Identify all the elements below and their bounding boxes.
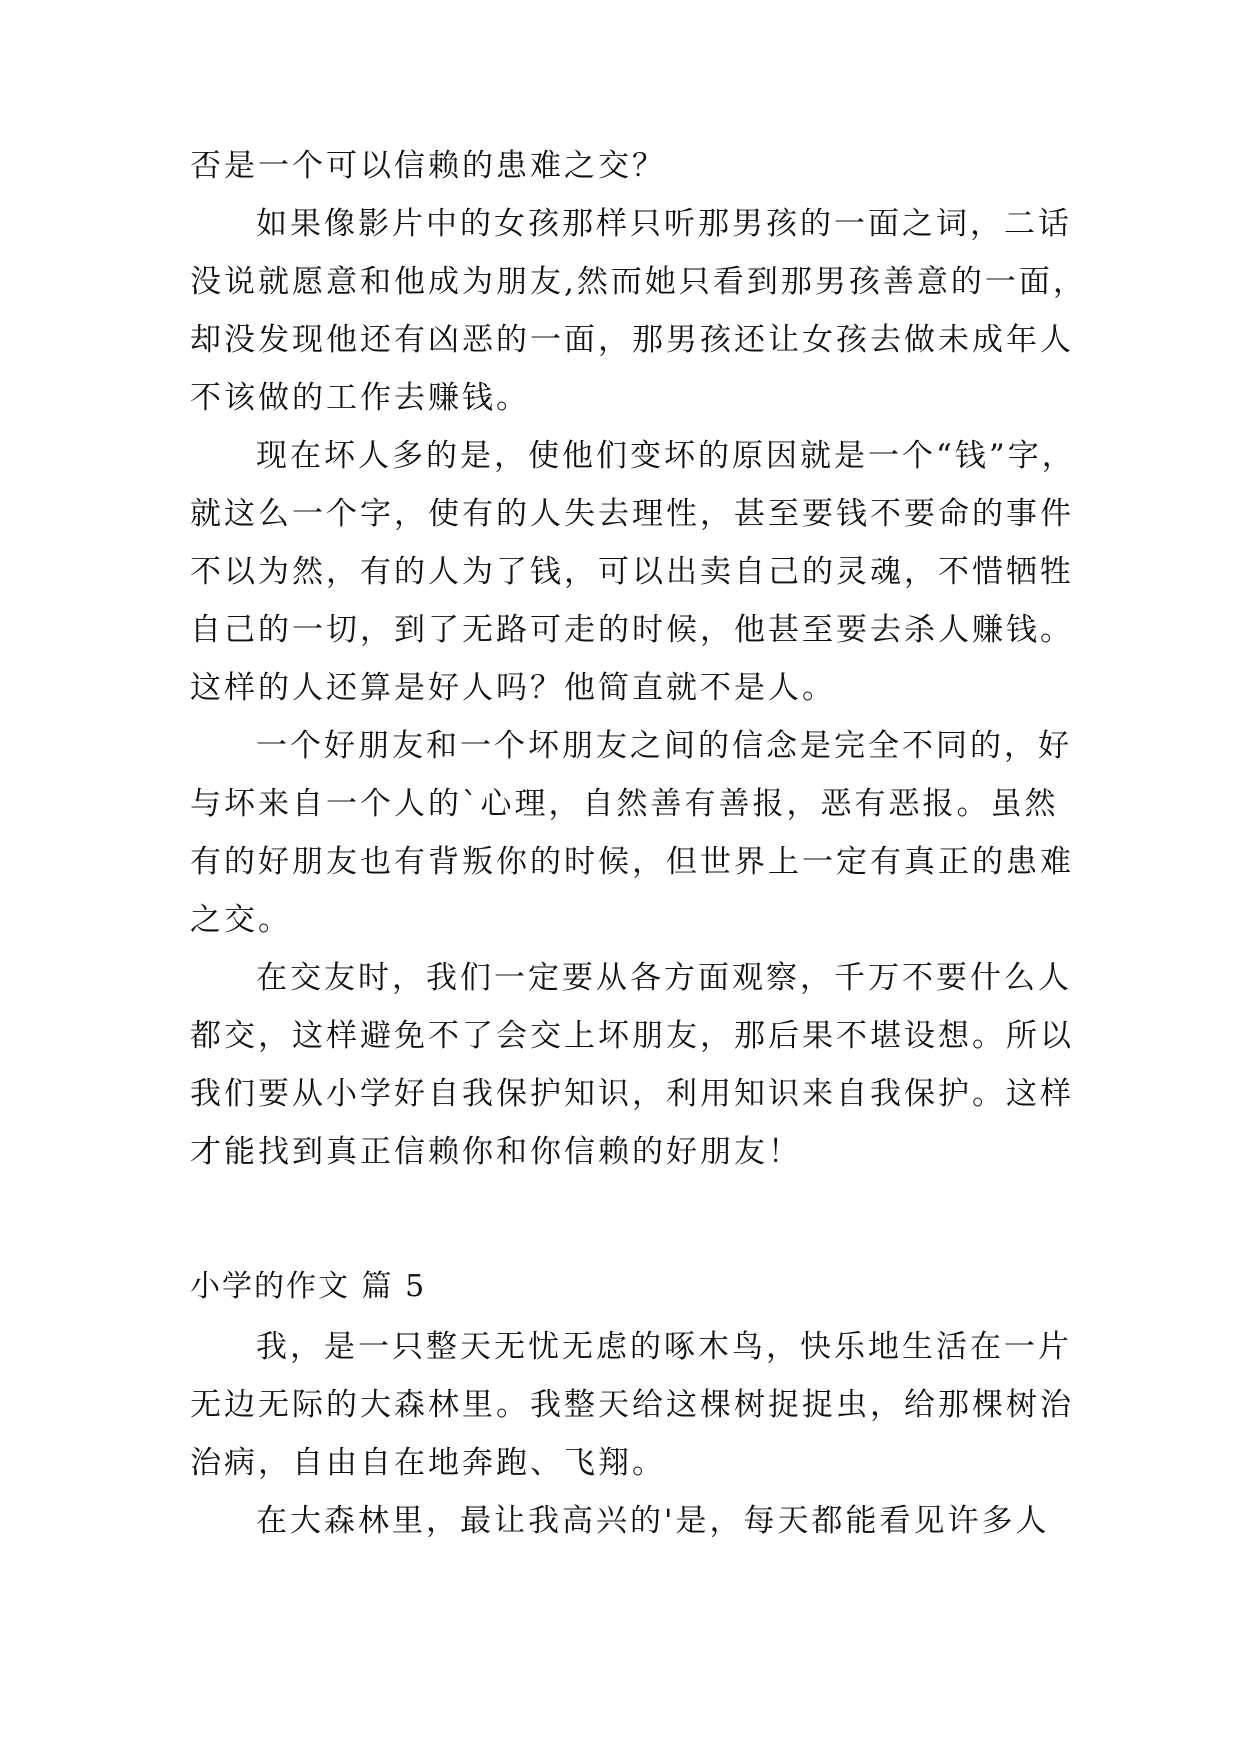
text-line: 否是一个可以信赖的患难之交？ [190, 148, 666, 184]
paragraph-start-line: 一个好朋友和一个坏朋友之间的信念是完全不同的，好 [256, 728, 1072, 764]
paragraph-start-line: 在交友时，我们一定要从各方面观察，千万不要什么人 [256, 960, 1072, 996]
text-line: 就这么一个字，使有的人失去理性，甚至要钱不要命的事件 [190, 496, 1074, 532]
paragraph-start-line: 如果像影片中的女孩那样只听那男孩的一面之词，二话 [256, 206, 1072, 242]
text-line: 却没发现他还有凶恶的一面，那男孩还让女孩去做未成年人 [190, 322, 1074, 358]
text-line: 之交。 [190, 902, 292, 938]
text-line: 没说就愿意和他成为朋友,然而她只看到那男孩善意的一面， [190, 264, 1087, 300]
essay-body-part-2 [190, 1318, 1090, 1550]
text-line: 与坏来自一个人的`心理，自然善有善报，恶有恶报。虽然 [190, 786, 1059, 822]
text-line: 有的好朋友也有背叛你的时候，但世界上一定有真正的患难 [190, 844, 1074, 880]
paragraph-start-line: 我，是一只整天无忧无虑的啄木鸟，快乐地生活在一片 [256, 1329, 1072, 1365]
essay-body-part-1 [190, 137, 1090, 1181]
text-line: 无边无际的大森林里。我整天给这棵树捉捉虫，给那棵树治 [190, 1387, 1074, 1423]
essay-heading: 小学的作文 篇 5 [190, 1269, 427, 1304]
text-line: 不以为然，有的人为了钱，可以出卖自己的灵魂，不惜牺牲 [190, 554, 1074, 590]
text-line: 都交，这样避免不了会交上坏朋友，那后果不堪设想。所以 [190, 1018, 1074, 1054]
text-line: 我们要从小学好自我保护知识，利用知识来自我保护。这样 [190, 1076, 1074, 1112]
text-line: 治病，自由自在地奔跑、飞翔。 [190, 1445, 666, 1481]
text-line: 才能找到真正信赖你和你信赖的好朋友！ [190, 1134, 802, 1170]
paragraph-start-line: 在大森林里，最让我高兴的'是，每天都能看见许多人 [256, 1503, 1050, 1539]
paragraph-start-line: 现在坏人多的是，使他们变坏的原因就是一个“钱”字， [256, 438, 1076, 474]
text-line: 这样的人还算是好人吗？他简直就不是人。 [190, 670, 836, 706]
text-line: 不该做的工作去赚钱。 [190, 380, 530, 416]
text-line: 自己的一切，到了无路可走的时候，他甚至要去杀人赚钱。 [190, 612, 1074, 648]
